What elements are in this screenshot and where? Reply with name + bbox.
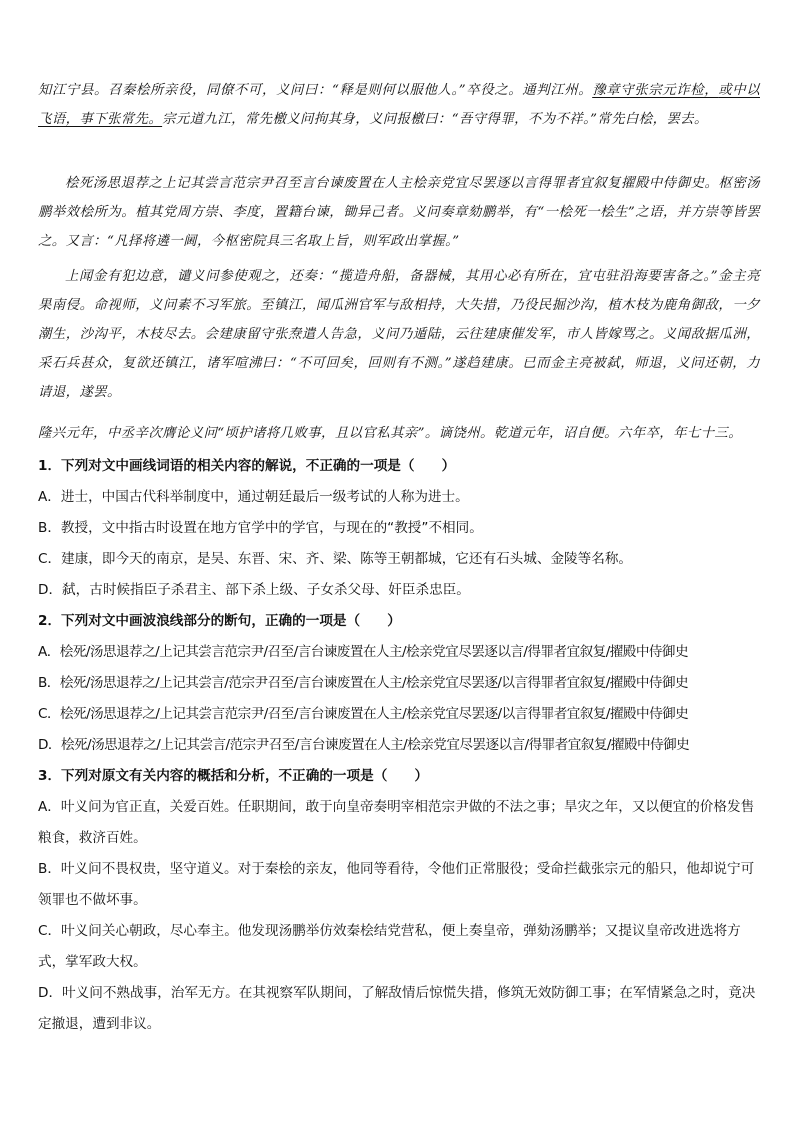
- passage-text: 知江宁县。召秦桧所亲役，同僚不可，义问曰：“释是则何以服他人。”卒役之。通判江州。: [38, 83, 593, 98]
- question-2-option-c: C．桧死/汤思退荐之/上记其尝言范宗尹/召至/言台谏废置在人主/桧亲党宜尽罢逐/以言得罪者宜叙复/擢殿中侍御史: [38, 706, 689, 722]
- question-3-option-a: A．叶义问为官正直，关爱百姓。任职期间，敢于向皇帝奏明宰相范宗尹做的不法之事；旱灾之年，又以便宜的价格发售粮食，救济百姓。: [38, 799, 755, 846]
- question-1-title: 1．下列对文中画线词语的相关内容的解说，不正确的一项是（ ）: [38, 458, 456, 474]
- underlined-phrase: 豫章守张宗元诈检，: [592, 83, 719, 98]
- question-2-option-d: D．桧死/汤思退荐之/上记其尝言/范宗尹召至/言台谏废置在人主/桧亲党宜尽罢逐以言/得罪者宜叙复/擢殿中侍御史: [38, 737, 690, 753]
- question-3-option-d: D．叶义问不熟战事，治军无方。在其视察军队期间，了解敌情后惊慌失措，修筑无效防御工事；在军情紧急之时，竟决定撤退，遭到非议。: [38, 985, 756, 1032]
- question-2-title: 2．下列对文中画波浪线部分的断句，正确的一项是（ ）: [38, 613, 401, 629]
- passage-paragraph-3: 上闻金有犯边意，谴义问参使观之，还奏：“揽造舟船，备器械，其用心必有所在，宜屯驻沿海要害备之。”金主亮果南侵。命视师，义问素不习军旅。至镇江，闻瓜洲官军与敌相持，大失措，乃役民掘沙沟，植木枝为鹿角御敌，一夕潮生，沙沟平，木枝尽去。会建康留守张焘遣人告急，义问乃遁陆，云往建康催发军，市人皆嫁骂之。义闻敌据瓜洲，采石兵甚众，复欲还镇江，诸军喧沸曰：“不可回矣，回则有不测。”遂趋建康。已而金主亮被弑，师退，义问还朝，力请退，遂罢。: [38, 269, 760, 400]
- passage-paragraph-2: 桧死汤思退荐之上记其尝言范宗尹召至言台谏废置在人主桧亲党宜尽罢逐以言得罪者宜叙复擢殿中侍御史。枢密汤鹏举效桧所为。植其党周方崇、李度，置籍台谏，锄异己者。义问奏章劾鹏举，有“一桧死一桧生”之语，并方崇等皆罢之。又言：“凡择将遴一阃，今枢密院具三名取上旨，则军政出掌握。”: [38, 176, 760, 249]
- question-2-option-a: A．桧死/汤思退荐之/上记其尝言范宗尹/召至/言台谏废置在人主/桧亲党宜尽罢逐以言/得罪者宜叙复/擢殿中侍御史: [38, 644, 689, 660]
- question-1-option-d: D．弑，古时候指臣子杀君主、部下杀上级、子女杀父母、奸臣杀忠臣。: [38, 582, 470, 598]
- question-3-option-c: C．叶义问关心朝政，尽心奉主。他发现汤鹏举仿效秦桧结党营私，便上奏皇帝，弹劾汤鹏举；又提议皇帝改进选将方式，掌军政大权。: [38, 923, 741, 970]
- question-1-option-a: A．进士，中国古代科举制度中，通过朝廷最后一级考试的人称为进士。: [38, 489, 469, 505]
- passage-paragraph-1: [38, 76, 760, 134]
- question-3-title: 3．下列对原文有关内容的概括和分析，不正确的一项是（ ）: [38, 768, 429, 784]
- passage-paragraph-4: 隆兴元年，中丞辛次膺论义问“顷护诸将几败事，且以官私其亲”。谪饶州。乾道元年，诏自便。六年卒，年七十三。: [38, 426, 743, 441]
- question-3-option-b: B．叶义问不畏权贵，坚守道义。对于秦桧的亲友，他同等看待，令他们正常服役；受命拦截张宗元的船只，他却说宁可领罪也不做坏事。: [38, 861, 755, 908]
- passage-text: 宗元道九江，常先檄义问拘其身，义问报檄曰：“吾守得罪，不为不祥。”常先白桧，罢去。: [162, 112, 708, 127]
- underlined-phrase: 或中以飞语，事下张常先。: [38, 83, 760, 127]
- question-2-option-b: B．桧死/汤思退荐之/上记其尝言/范宗尹召至/言台谏废置在人主/桧亲党宜尽罢逐/以言得罪者宜叙复/擢殿中侍御史: [38, 675, 689, 691]
- question-1-option-b: B．教授，文中指古时设置在地方官学中的学官，与现在的“教授”不相同。: [38, 520, 483, 536]
- question-1-option-c: C．建康，即今天的南京，是吴、东晋、宋、齐、梁、陈等王朝都城，它还有石头城、金陵等名称。: [38, 551, 633, 567]
